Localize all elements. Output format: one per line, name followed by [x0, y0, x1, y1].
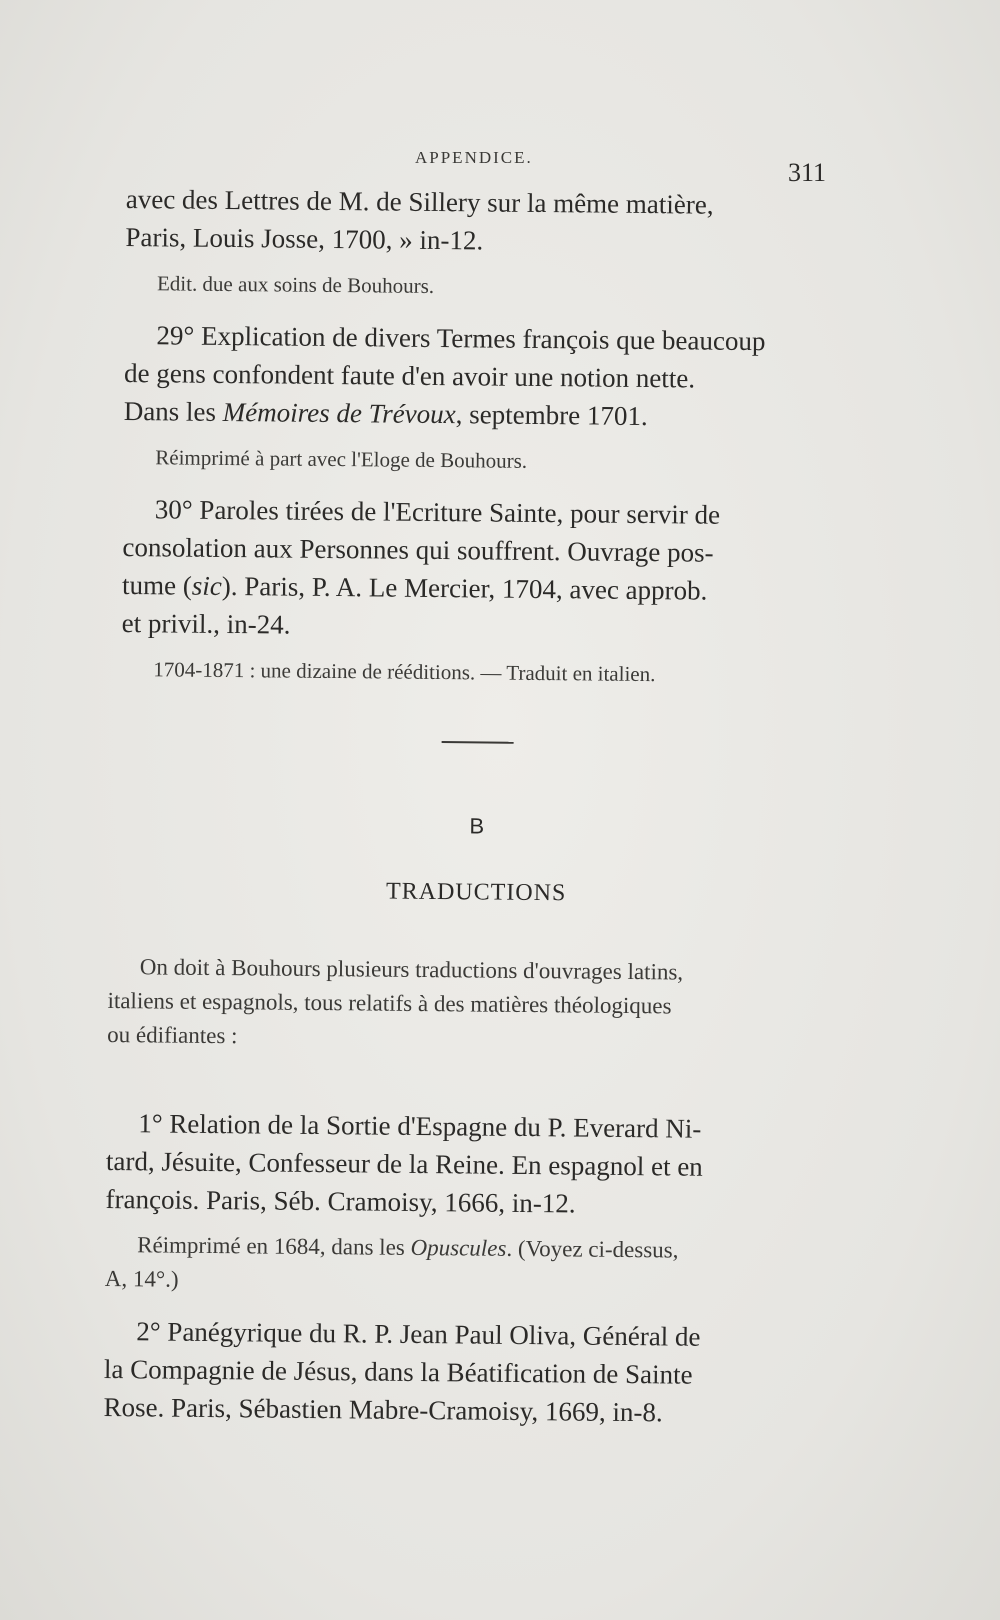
text-span: , septembre 1701.: [455, 399, 648, 432]
text-line: 29° Explication de divers Termes françois que beaucoup: [156, 320, 766, 357]
translation-2: [103, 1312, 818, 1433]
sic-mark: sic: [191, 570, 222, 601]
reprint-note: [105, 1228, 819, 1269]
text-span: tume (: [121, 569, 192, 601]
text-line: 30° Paroles tirées de l'Ecriture Sainte, pour servir de: [154, 494, 721, 530]
translations-intro: [107, 950, 822, 1059]
text-line: avec des Lettres de M. de Sillery sur la même matière,: [125, 183, 714, 220]
entry-30: [121, 490, 837, 693]
page-number: 311: [788, 158, 827, 187]
text-line: On doit à Bouhours plusieurs traductions d'ouvrages latins,: [139, 954, 684, 985]
text-line: italiens et espagnols, tous relatifs à des matières théologiques: [107, 987, 672, 1019]
text-line: la Compagnie de Jésus, dans la Béatification de Sainte: [103, 1353, 693, 1390]
text-line: Paris, Louis Josse, 1700, » in-12.: [125, 221, 484, 256]
journal-title: Mémoires de Trévoux: [222, 396, 456, 430]
text-span: Réimprimé en 1684, dans les: [137, 1232, 411, 1260]
text-line: 2° Panégyrique du R. P. Jean Paul Oliva, Général de: [136, 1316, 701, 1352]
section-title: TRADUCTIONS: [385, 878, 567, 907]
entry-continuation: [125, 180, 840, 307]
text-line: de gens confondent faute d'en avoir une notion nette.: [124, 357, 696, 394]
text-line: 1° Relation de la Sortie d'Espagne du P. Everard Ni-: [138, 1108, 702, 1144]
section-divider: [442, 741, 514, 744]
text-line: ou édifiantes :: [107, 1021, 238, 1049]
opuscules-title: Opuscules: [410, 1234, 507, 1261]
text-line: [124, 392, 838, 437]
translations-section: [103, 950, 822, 1433]
appendix-entries: [119, 180, 840, 910]
section-letter: B: [469, 813, 485, 839]
text-line: Rose. Paris, Sébastien Mabre-Cramoisy, 1669, in-8.: [103, 1391, 663, 1428]
text-line: tard, Jésuite, Confesseur de la Reine. En espagnol et en: [105, 1145, 703, 1182]
running-head: APPENDICE.: [415, 148, 533, 167]
translation-1: [105, 1104, 821, 1303]
text-line: et privil., in-24.: [121, 607, 291, 640]
text-span: . (Voyez ci-dessus,: [506, 1235, 679, 1263]
entry-29: [123, 316, 838, 481]
text-span: Dans les: [123, 395, 223, 427]
text-line: A, 14°.): [104, 1265, 179, 1292]
text-line: françois. Paris, Séb. Cramoisy, 1666, in-12.: [105, 1183, 576, 1219]
text-span: ). Paris, P. A. Le Mercier, 1704, avec approb.: [221, 570, 708, 606]
reedition-note: 1704-1871 : une dizaine de rééditions. — Traduit en italien.: [153, 657, 656, 687]
reprint-note: Réimprimé à part avec l'Eloge de Bouhours.: [155, 445, 528, 473]
edition-note: Edit. due aux soins de Bouhours.: [156, 271, 435, 298]
text-line: consolation aux Personnes qui souffrent. Ouvrage pos-: [122, 531, 714, 568]
